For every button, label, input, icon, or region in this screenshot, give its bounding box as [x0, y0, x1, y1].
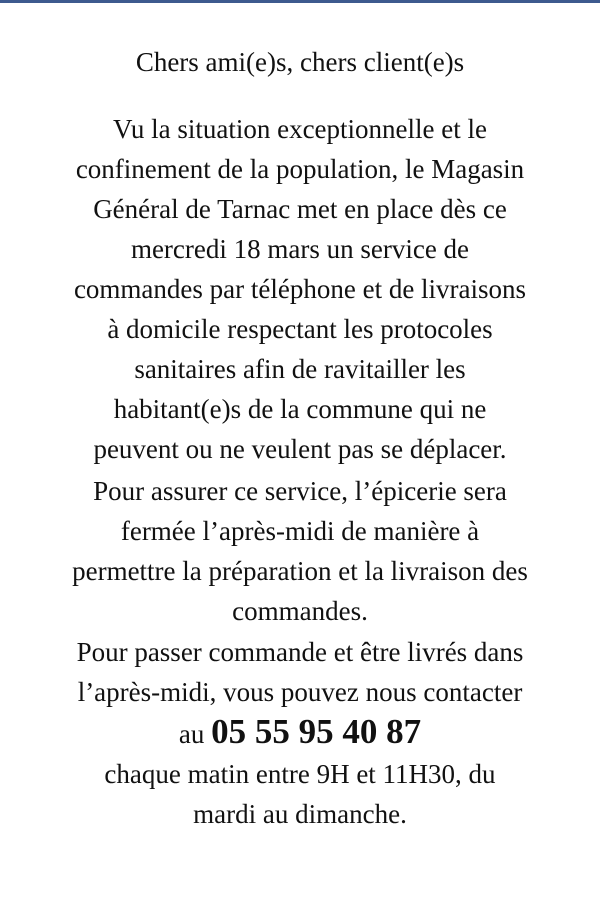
phone-prefix: au — [178, 719, 205, 749]
text-line: fermée l’après-midi de manière à — [120, 516, 480, 546]
text-line: permettre la préparation et la livraison des — [72, 556, 528, 586]
text-line: mercredi 18 mars un service de — [130, 234, 470, 264]
greeting-text: Chers ami(e)s, chers client(e)s — [135, 47, 465, 77]
text-line: Pour assurer ce service, l’épicerie sera — [93, 476, 507, 506]
text-line: sanitaires afin de ravitailler les — [134, 354, 466, 384]
text-line: Général de Tarnac met en place dès ce — [93, 194, 507, 224]
text-line: peuvent ou ne veulent pas se déplacer. — [93, 434, 507, 464]
text-line: Vu la situation exceptionnelle et le — [112, 114, 487, 144]
text-line: chaque matin entre 9H et 11H30, du — [104, 759, 496, 789]
text-line: commandes par téléphone et de livraisons — [73, 274, 527, 304]
phone-line — [0, 712, 600, 754]
phone-number: 05 55 95 40 87 — [211, 712, 422, 751]
text-line: commandes. — [232, 596, 368, 626]
text-line: Pour passer commande et être livrés dans — [76, 637, 524, 667]
text-line: à domicile respectant les protocoles — [107, 314, 493, 344]
text-line: mardi au dimanche. — [193, 799, 407, 829]
text-line: l’après-midi, vous pouvez nous contacter — [77, 677, 523, 707]
text-line: habitant(e)s de la commune qui ne — [113, 394, 487, 424]
paragraph-service-announcement — [0, 109, 600, 469]
paragraph-closing-hours — [0, 471, 600, 631]
text-line: confinement de la population, le Magasin — [75, 154, 525, 184]
paragraph-contact — [0, 632, 600, 834]
top-border — [0, 0, 600, 3]
greeting — [0, 42, 600, 82]
